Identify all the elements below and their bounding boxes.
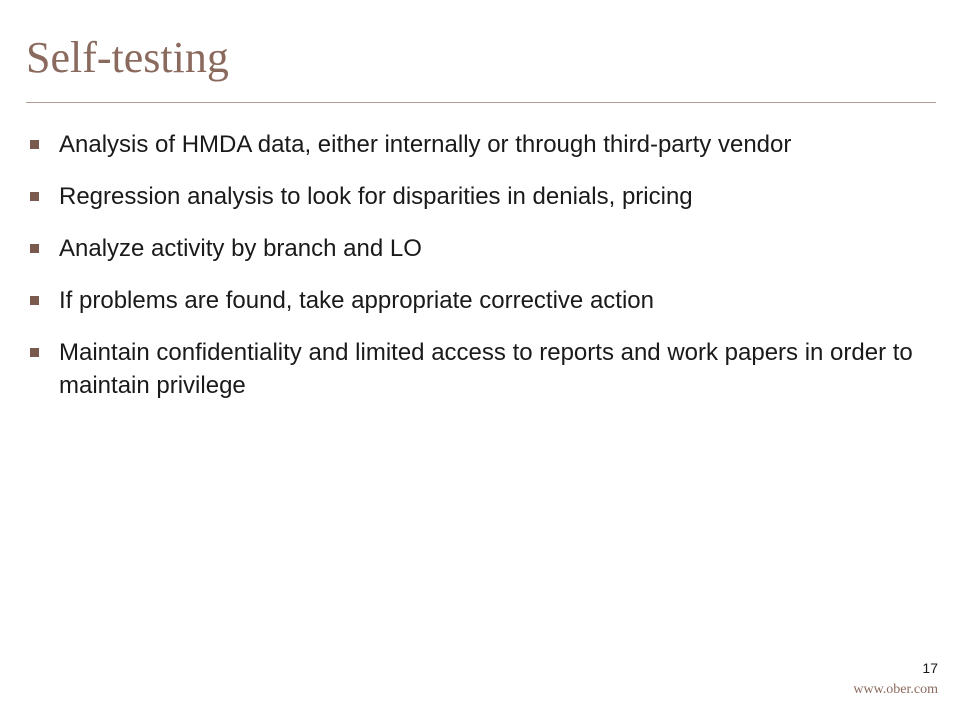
square-bullet-icon <box>30 192 39 201</box>
title-divider <box>26 102 936 103</box>
square-bullet-icon <box>30 244 39 253</box>
bullet-text: Analysis of HMDA data, either internally or through third-party vendor <box>59 131 792 158</box>
bullet-text: If problems are found, take appropriate corrective action <box>59 287 654 314</box>
square-bullet-icon <box>30 348 39 357</box>
bullet-item <box>26 128 936 161</box>
bullet-item <box>26 232 936 265</box>
bullet-list <box>26 128 936 421</box>
bullet-item <box>26 180 936 213</box>
bullet-item <box>26 336 936 402</box>
bullet-text: Maintain confidentiality and limited access to reports and work papers in order to maintain privilege <box>59 339 913 399</box>
bullet-text: Regression analysis to look for disparities in denials, pricing <box>59 183 693 210</box>
square-bullet-icon <box>30 140 39 149</box>
slide-title: Self-testing <box>26 33 229 82</box>
square-bullet-icon <box>30 296 39 305</box>
page-number: 17 <box>922 660 938 676</box>
bullet-item <box>26 284 936 317</box>
footer-url: www.ober.com <box>853 682 938 697</box>
bullet-text: Analyze activity by branch and LO <box>59 235 422 262</box>
